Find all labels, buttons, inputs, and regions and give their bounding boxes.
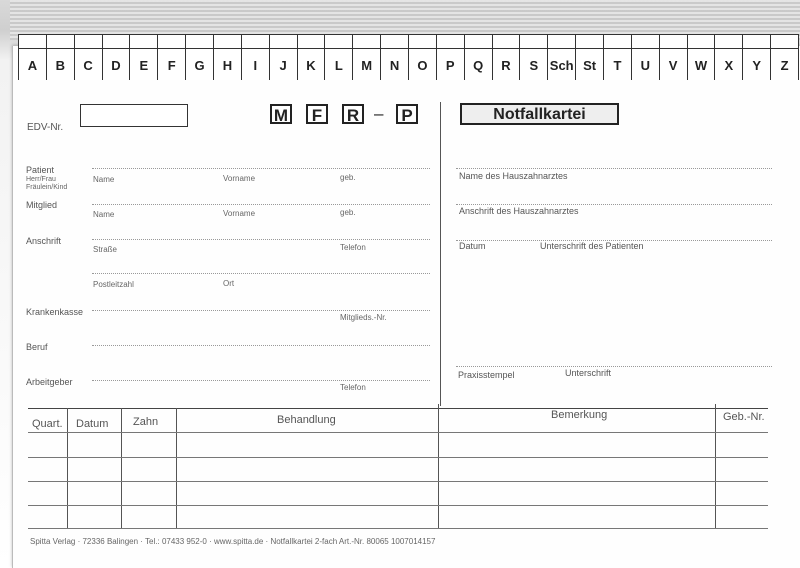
tab-label: E — [139, 58, 149, 73]
center-divider — [440, 102, 441, 406]
tab-top-strip — [353, 35, 380, 49]
tab-i[interactable] — [241, 34, 270, 80]
tab-label: J — [279, 58, 287, 73]
beruf-line[interactable] — [92, 345, 430, 346]
tab-s[interactable] — [519, 34, 548, 80]
tab-label: B — [55, 58, 65, 73]
tab-top-strip — [75, 35, 102, 49]
dash: – — [374, 104, 384, 123]
krankenkasse-label: Krankenkasse — [26, 307, 84, 317]
tab-p[interactable] — [436, 34, 465, 80]
tab-top-strip — [409, 35, 436, 49]
geb-label: geb. — [340, 173, 356, 182]
tab-m[interactable] — [352, 34, 381, 80]
tab-j[interactable] — [269, 34, 298, 80]
edv-number-field[interactable] — [80, 104, 188, 127]
tab-r[interactable] — [492, 34, 521, 80]
tab-d[interactable] — [102, 34, 131, 80]
tab-top-strip — [743, 35, 770, 49]
name2-label: Name — [93, 210, 115, 219]
tab-top-strip — [520, 35, 547, 49]
tab-top-strip — [437, 35, 464, 49]
alphabet-tabs — [18, 34, 798, 86]
tab-label: L — [334, 58, 343, 73]
col-datum: Datum — [76, 418, 109, 430]
tab-label: Z — [780, 58, 789, 73]
box-r[interactable]: R — [342, 104, 364, 124]
tab-label: X — [724, 58, 734, 73]
footer-imprint: Spitta Verlag · 72336 Balingen · Tel.: 07433 952-0 · www.spitta.de · Notfallkartei 2-fach Art.-Nr. 80065 1007014157 — [30, 537, 436, 546]
tab-label: D — [111, 58, 121, 73]
tab-t[interactable] — [603, 34, 632, 80]
vorname-label: Vorname — [223, 174, 256, 183]
tab-label: St — [583, 58, 597, 73]
tab-g[interactable] — [185, 34, 214, 80]
tab-k[interactable] — [297, 34, 326, 80]
tab-label: S — [529, 58, 539, 73]
unterschrift-patient-label: Unterschrift des Patienten — [540, 241, 644, 251]
beruf-label: Beruf — [26, 342, 48, 352]
vorname2-label: Vorname — [223, 209, 256, 218]
tab-top-strip — [381, 35, 408, 49]
mitglied-label: Mitglied — [26, 200, 58, 210]
tab-b[interactable] — [46, 34, 75, 80]
tab-w[interactable] — [687, 34, 716, 80]
tab-label: F — [167, 58, 176, 73]
tab-top-strip — [576, 35, 603, 49]
tab-label: K — [306, 58, 316, 73]
patient-sub1: Herr/Frau — [26, 176, 56, 183]
arbeitgeber-label: Arbeitgeber — [26, 377, 73, 387]
hauszahnarzt-label: Name des Hauszahnarztes — [459, 171, 568, 181]
tab-top-strip — [186, 35, 213, 49]
box-f[interactable]: F — [306, 104, 328, 124]
col-divider-3 — [176, 408, 177, 528]
tab-top-strip — [325, 35, 352, 49]
tab-label: P — [445, 58, 455, 73]
tab-label: N — [389, 58, 400, 73]
tab-top-strip — [19, 35, 46, 49]
tab-top-strip — [158, 35, 185, 49]
tab-top-strip — [465, 35, 492, 49]
tab-label: G — [194, 58, 205, 73]
mitglieds-nr-label: Mitglieds.-Nr. — [340, 313, 387, 322]
tab-label: U — [640, 58, 650, 73]
col-zahn: Zahn — [133, 416, 159, 428]
tab-label: Y — [752, 58, 762, 73]
table-top-border — [28, 408, 768, 409]
tab-top-strip — [771, 35, 798, 49]
tab-label: A — [27, 58, 38, 73]
table-row[interactable] — [28, 481, 768, 482]
tab-top-strip — [298, 35, 325, 49]
mitglied-line[interactable] — [92, 204, 430, 205]
tab-top-strip — [493, 35, 520, 49]
tab-c[interactable] — [74, 34, 103, 80]
strasse-label: Straße — [93, 245, 118, 254]
patient-line[interactable] — [92, 168, 430, 169]
tab-a[interactable] — [18, 34, 47, 80]
col-quart: Quart. — [32, 418, 63, 430]
stempel-line[interactable] — [456, 366, 772, 367]
datum-label: Datum — [459, 241, 486, 251]
table-row[interactable] — [28, 432, 768, 433]
col-divider-2 — [121, 408, 122, 528]
unterschrift-label: Unterschrift — [565, 368, 612, 378]
box-p[interactable]: P — [396, 104, 418, 124]
tab-label: Q — [473, 58, 484, 73]
col-geb-nr: Geb.-Nr. — [723, 411, 765, 423]
anschrift-label: Anschrift — [26, 236, 62, 246]
tab-o[interactable] — [408, 34, 437, 80]
tab-f[interactable] — [157, 34, 186, 80]
plz-label: Postleitzahl — [93, 280, 134, 289]
col-divider-1 — [67, 408, 68, 528]
tab-label: H — [222, 58, 233, 73]
tab-top-strip — [660, 35, 687, 49]
tab-q[interactable] — [464, 34, 493, 80]
tab-top-strip — [214, 35, 241, 49]
arbeitgeber-line[interactable] — [92, 380, 430, 381]
telefon2-label: Telefon — [340, 383, 366, 392]
box-m[interactable]: M — [270, 104, 292, 124]
anschrift-hz-label: Anschrift des Hauszahnarztes — [459, 206, 579, 216]
tab-label: W — [694, 58, 708, 73]
patient-label: Patient — [26, 165, 55, 175]
tab-label: C — [83, 58, 93, 73]
praxisstempel-label: Praxisstempel — [458, 370, 515, 380]
tab-st[interactable] — [575, 34, 604, 80]
tab-y[interactable] — [742, 34, 771, 80]
tab-top-strip — [632, 35, 659, 49]
tab-label: M — [361, 58, 373, 73]
col-behandlung: Behandlung — [277, 414, 336, 426]
tab-label: R — [501, 58, 511, 73]
tab-h[interactable] — [213, 34, 242, 80]
tab-top-strip — [103, 35, 130, 49]
tab-e[interactable] — [129, 34, 158, 80]
tab-label: I — [253, 58, 258, 73]
tab-x[interactable] — [714, 34, 743, 80]
telefon-label: Telefon — [340, 243, 366, 252]
name-label: Name — [93, 175, 115, 184]
tab-top-strip — [47, 35, 74, 49]
tab-top-strip — [270, 35, 297, 49]
col-bemerkung: Bemerkung — [551, 409, 608, 421]
tab-label: V — [668, 58, 678, 73]
col-divider-5 — [715, 404, 716, 528]
geb2-label: geb. — [340, 208, 356, 217]
tab-label: T — [613, 58, 622, 73]
col-divider-4 — [438, 404, 439, 528]
plz-line[interactable] — [92, 273, 430, 274]
patient-sub2: Fräulein/Kind — [26, 184, 68, 191]
tab-n[interactable] — [380, 34, 409, 80]
tab-top-strip — [715, 35, 742, 49]
krankenkasse-line[interactable] — [92, 310, 430, 311]
hauszahnarzt-line[interactable] — [456, 168, 772, 169]
tab-top-strip — [548, 35, 575, 49]
tab-top-strip — [688, 35, 715, 49]
tab-l[interactable] — [324, 34, 353, 80]
page-title: Notfallkartei — [460, 103, 619, 125]
table-row[interactable] — [28, 457, 768, 458]
ort-label: Ort — [223, 279, 235, 288]
anschrift-hz-line[interactable] — [456, 204, 772, 205]
tab-top-strip — [242, 35, 269, 49]
tab-top-strip — [604, 35, 631, 49]
tab-z[interactable] — [770, 34, 799, 80]
tab-top-strip — [130, 35, 157, 49]
tab-u[interactable] — [631, 34, 660, 80]
table-row[interactable] — [28, 505, 768, 506]
table-row[interactable] — [28, 528, 768, 529]
tab-label: Sch — [549, 58, 574, 73]
tab-label: O — [417, 58, 428, 73]
tab-sch[interactable] — [547, 34, 576, 80]
tab-v[interactable] — [659, 34, 688, 80]
anschrift-line[interactable] — [92, 239, 430, 240]
edv-label: EDV-Nr. — [27, 122, 64, 133]
